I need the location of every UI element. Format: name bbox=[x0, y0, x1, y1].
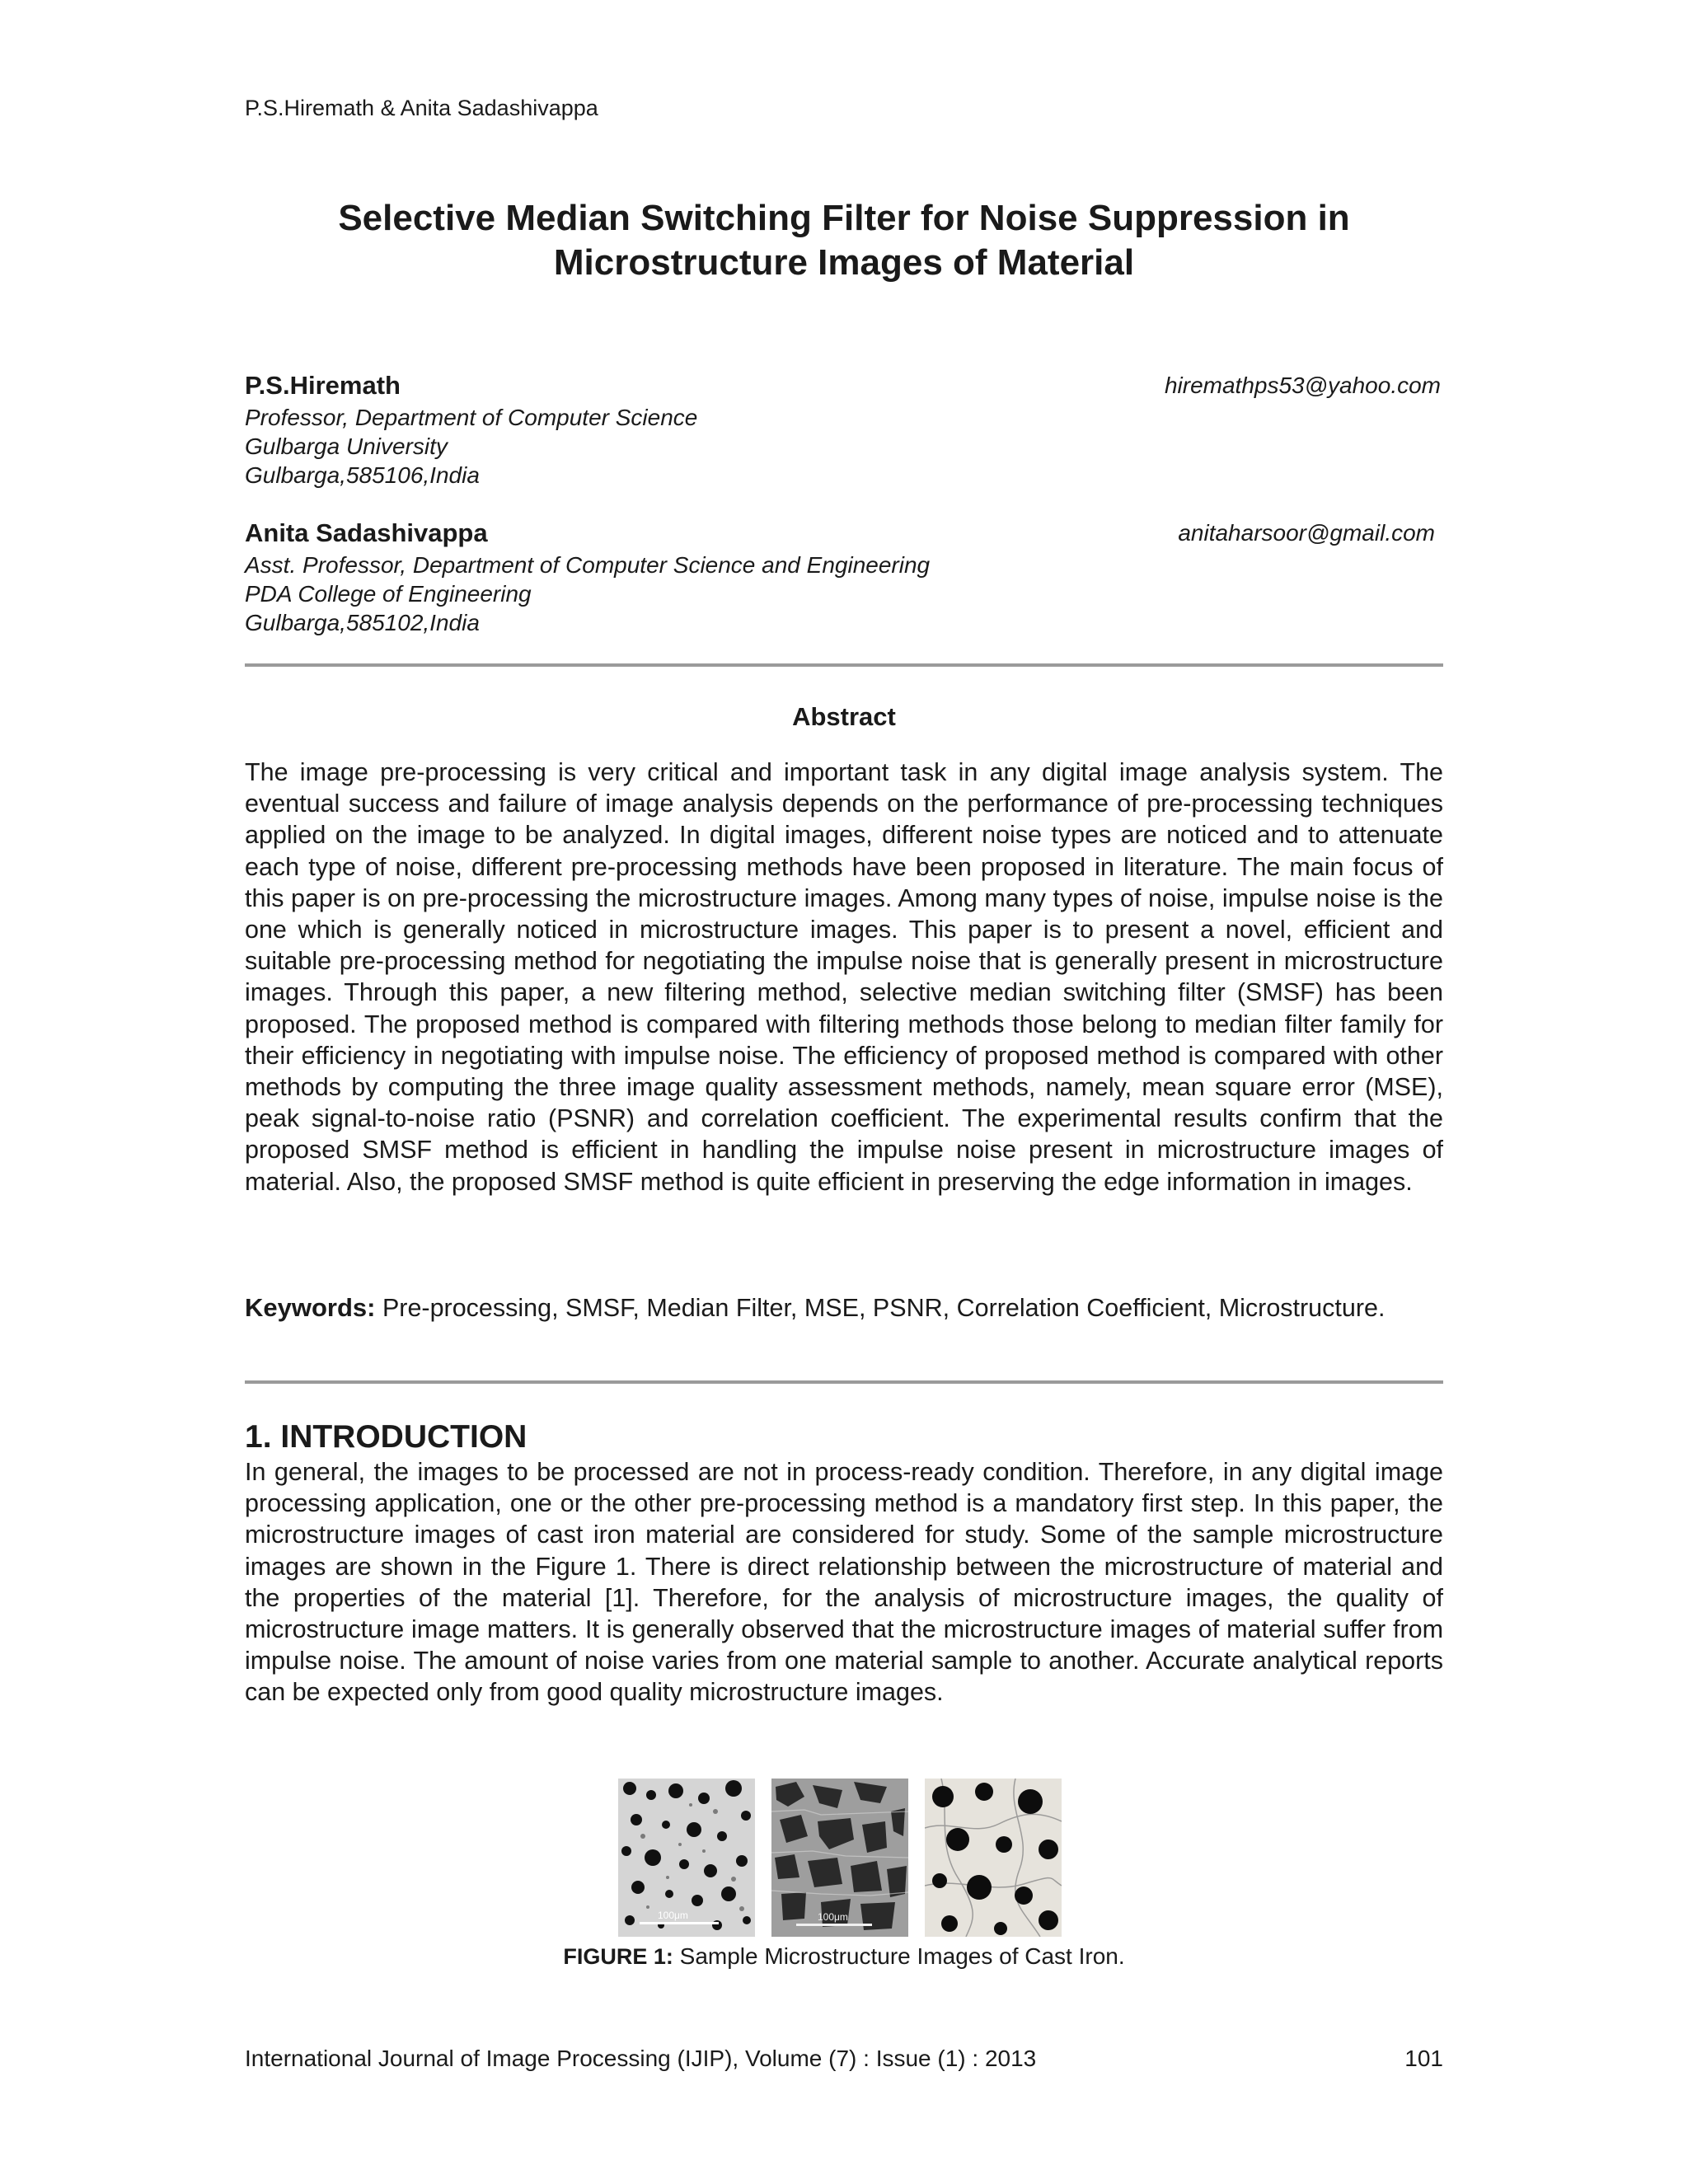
introduction-text: In general, the images to be processed are not in process-ready condition. Therefore, in any digital image processing application, one or the other pre-processing method is a mandatory first step. In this paper, the microstructure images of cast iron material are considered for study. Some of the sample microstructure images are shown in the Figure 1. There is direct relationship between the microstructure of material and the properties of the material [1]. Therefore, for the analysis of microstructure images, the quality of microstructure image matters. It is generally observed that the microstructure images of material suffer from impulse noise. The amount of noise varies from one material sample to another. Accurate analytical reports can be expected only from good quality microstructure images. bbox=[245, 1458, 1443, 1707]
author-1-affiliation bbox=[245, 403, 697, 490]
microstructure-image-3-graphic bbox=[925, 1779, 1062, 1937]
section-heading-introduction: 1. INTRODUCTION bbox=[245, 1419, 528, 1455]
paper-title bbox=[247, 196, 1441, 285]
abstract-text: The image pre-processing is very critical and important task in any digital image analysis system. The eventual success and failure of image analysis depends on the performance of pre-processing techniques applied on the image to be analyzed. In digital images, different noise types are noticed and to attenuate each type of noise, different pre-processing methods have been proposed in literature. The main focus of this paper is on pre-processing the microstructure images. Among many types of noise, impulse noise is the one which is generally noticed in microstructure images. This paper is to present a novel, efficient and suitable pre-processing method for negotiating the impulse noise that is generally present in microstructure images. Through this paper, a new filtering method, selective median switching filter (SMSF) has been proposed. The proposed method is compared with filtering methods those belong to median filter family for their efficiency in negotiating with impulse noise. The efficiency of proposed method is compared with other methods by computing the three image quality assessment methods, namely, mean square error (MSE), peak signal-to-noise ratio (PSNR) and correlation coefficient. The experimental results confirm that the proposed SMSF method is efficient in handling the impulse noise present in microstructure images of material. Also, the proposed SMSF method is quite efficient in preserving the edge information in images. bbox=[245, 758, 1443, 1196]
footer-journal: International Journal of Image Processing (IJIP), Volume (7) : Issue (1) : 2013 bbox=[245, 2046, 1037, 2071]
footer-page-number: 101 bbox=[1404, 2046, 1443, 2071]
author-1-affiliation-line: Gulbarga,585106,India bbox=[245, 462, 480, 488]
figure-1-caption bbox=[245, 1943, 1443, 1970]
keywords-block bbox=[245, 1292, 1443, 1324]
figure-1-label: FIGURE 1: bbox=[563, 1944, 673, 1969]
title-line-2: Microstructure Images of Material bbox=[553, 242, 1135, 283]
keywords-text: Pre-processing, SMSF, Median Filter, MSE, PSNR, Correlation Coefficient, Microstructure. bbox=[382, 1294, 1386, 1322]
author-1-affiliation-line: Gulbarga University bbox=[245, 434, 448, 459]
scale-label-1: 100μm bbox=[658, 1910, 688, 1921]
scale-label-2: 100μm bbox=[818, 1911, 848, 1923]
figure-1-caption-text: Sample Microstructure Images of Cast Iron. bbox=[679, 1943, 1125, 1969]
author-2-name: Anita Sadashivappa bbox=[245, 518, 488, 547]
author-2-affiliation-line: Gulbarga,585102,India bbox=[245, 610, 480, 635]
microstructure-image-2-graphic bbox=[771, 1779, 908, 1937]
author-2-email[interactable]: anitaharsoor@gmail.com bbox=[1178, 520, 1435, 546]
author-1-affiliation-line: Professor, Department of Computer Science bbox=[245, 405, 698, 430]
abstract-heading: Abstract bbox=[792, 702, 896, 731]
author-2-affiliation-line: Asst. Professor, Department of Computer Science and Engineering bbox=[245, 552, 931, 578]
author-1-name: P.S.Hiremath bbox=[245, 371, 401, 400]
microstructure-image-2 bbox=[771, 1779, 908, 1937]
microstructure-image-1-graphic bbox=[618, 1779, 755, 1937]
author-2-affiliation bbox=[245, 551, 930, 637]
figure-1-images bbox=[618, 1779, 1063, 1937]
divider-bottom bbox=[245, 1380, 1443, 1384]
microstructure-image-3 bbox=[925, 1779, 1062, 1937]
author-2-affiliation-line: PDA College of Engineering bbox=[245, 581, 532, 607]
author-1-email[interactable]: hiremathps53@yahoo.com bbox=[1164, 373, 1441, 398]
microstructure-image-1 bbox=[618, 1779, 755, 1937]
running-head: P.S.Hiremath & Anita Sadashivappa bbox=[245, 96, 598, 120]
divider-top bbox=[245, 663, 1443, 667]
title-line-1: Selective Median Switching Filter for Noise Suppression in bbox=[338, 198, 1350, 238]
keywords-label: Keywords: bbox=[245, 1293, 376, 1322]
